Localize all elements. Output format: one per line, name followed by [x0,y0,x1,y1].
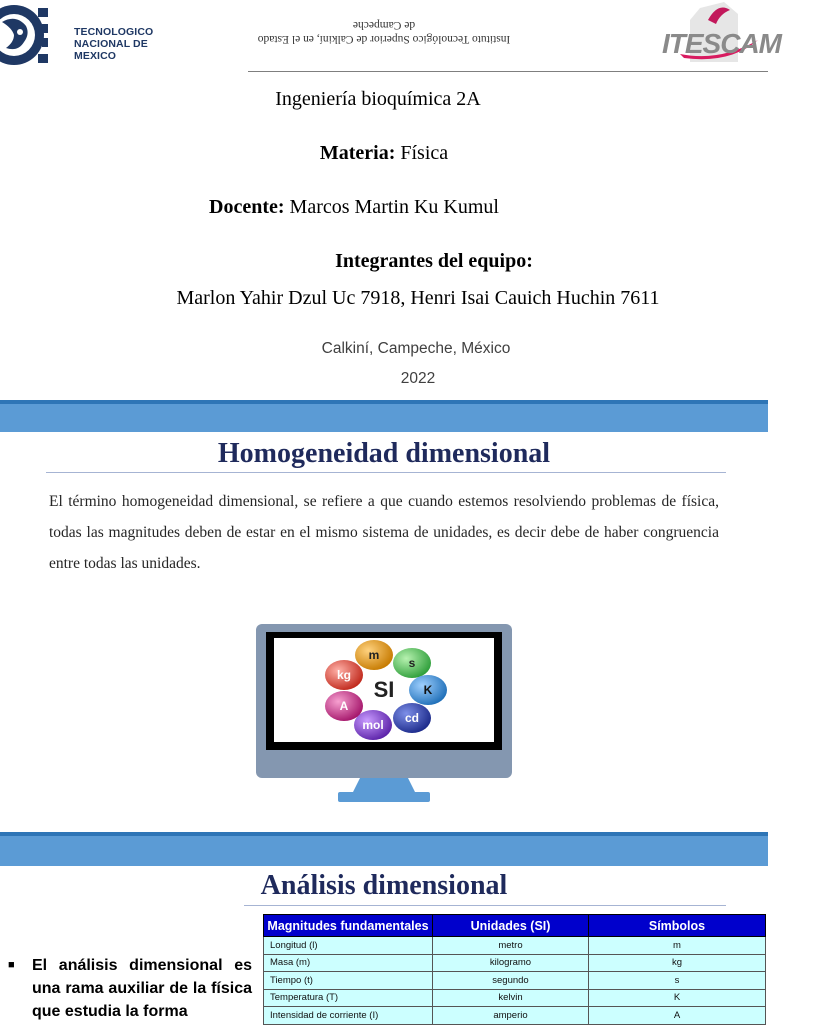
sphere-mol-label: mol [362,718,384,732]
cell-symbol: K [589,989,766,1007]
title-divider [244,905,726,906]
cell-magnitude: Longitud (l) [264,937,433,955]
cell-magnitude: Intensidad de corriente (I) [264,1007,433,1025]
header-symbols: Símbolos [589,915,766,937]
sphere-a-label: A [339,699,349,713]
tecnm-logo [0,2,160,68]
sphere-k-label: K [423,683,433,697]
slide-title: Análisis dimensional [260,870,508,901]
teacher-line [0,196,738,219]
sphere-kg-label: kg [336,668,352,682]
homogeneity-slide [0,432,768,832]
subject-label: Materia: [319,142,396,164]
title-divider [46,472,726,473]
table-row [264,972,766,990]
cell-unit: metro [433,937,589,955]
monitor-neck [352,778,416,794]
table-header-row [264,915,766,937]
slide-title: Homogeneidad dimensional [217,438,551,469]
team-label: Integrantes del equipo: [335,250,533,272]
cell-symbol: m [589,937,766,955]
slide-separator-band-2 [0,836,768,866]
si-units-table [263,914,766,1025]
si-center-label: SI [373,677,395,702]
itescam-logo [660,0,781,66]
institute-name-upside-down: Instituto Tecnológico Superior de Calkiní, en el Estado de Campeche [257,19,511,45]
cell-magnitude: Tiempo (t) [264,972,433,990]
header-divider [248,71,768,72]
cell-magnitude: Masa (m) [264,954,433,972]
sphere-cd-label: cd [404,711,420,725]
itescam-wordmark: ITESCAM [662,28,781,59]
square-bullet-icon: ■ [8,959,15,971]
cell-symbol: kg [589,954,766,972]
subject-line [0,142,768,165]
table-row [264,937,766,955]
cell-unit: kilogramo [433,954,589,972]
monitor-si-illustration [256,624,512,804]
header-units: Unidades (SI) [433,915,589,937]
bullet-point [8,954,252,1023]
cell-unit: amperio [433,1007,589,1025]
teacher-label: Docente: [209,196,285,218]
sphere-m-label: m [368,648,380,662]
table-row [264,1007,766,1025]
tecnm-wordmark: TECNOLOGICO NACIONAL DE MEXICO [74,26,154,62]
monitor-base [338,792,430,802]
location: Calkiní, Campeche, México [321,340,511,357]
cell-unit: segundo [433,972,589,990]
career-line: Ingeniería bioquímica 2A [275,88,481,110]
subject-value: Física [400,142,449,164]
cell-unit: kelvin [433,989,589,1007]
cell-magnitude: Temperatura (T) [264,989,433,1007]
gear-logo-icon [0,2,48,68]
team-members: Marlon Yahir Dzul Uc 7918, Henri Isai Cauich Huchin 7611 [176,287,660,309]
slide-body-text: El término homogeneidad dimensional, se refiere a que cuando estemos resolviendo problemas de física, todas las magnitudes deben de estar en el mismo sistema de unidades, es decir debe de haber congruencia entre todas las unidades. [49,493,719,572]
header-magnitudes: Magnitudes fundamentales [264,915,433,937]
slide-separator-band [0,404,768,432]
dimensional-analysis-slide [0,866,768,1024]
table-row [264,954,766,972]
teacher-value: Marcos Martin Ku Kumul [289,196,499,218]
table-row [264,989,766,1007]
bullet-text: El análisis dimensional es una rama auxiliar de la física que estudia la forma [32,957,252,1020]
sphere-s-label: s [408,656,416,670]
year: 2022 [400,370,436,387]
cell-symbol: s [589,972,766,990]
cover-slide [0,0,781,400]
cell-symbol: A [589,1007,766,1025]
